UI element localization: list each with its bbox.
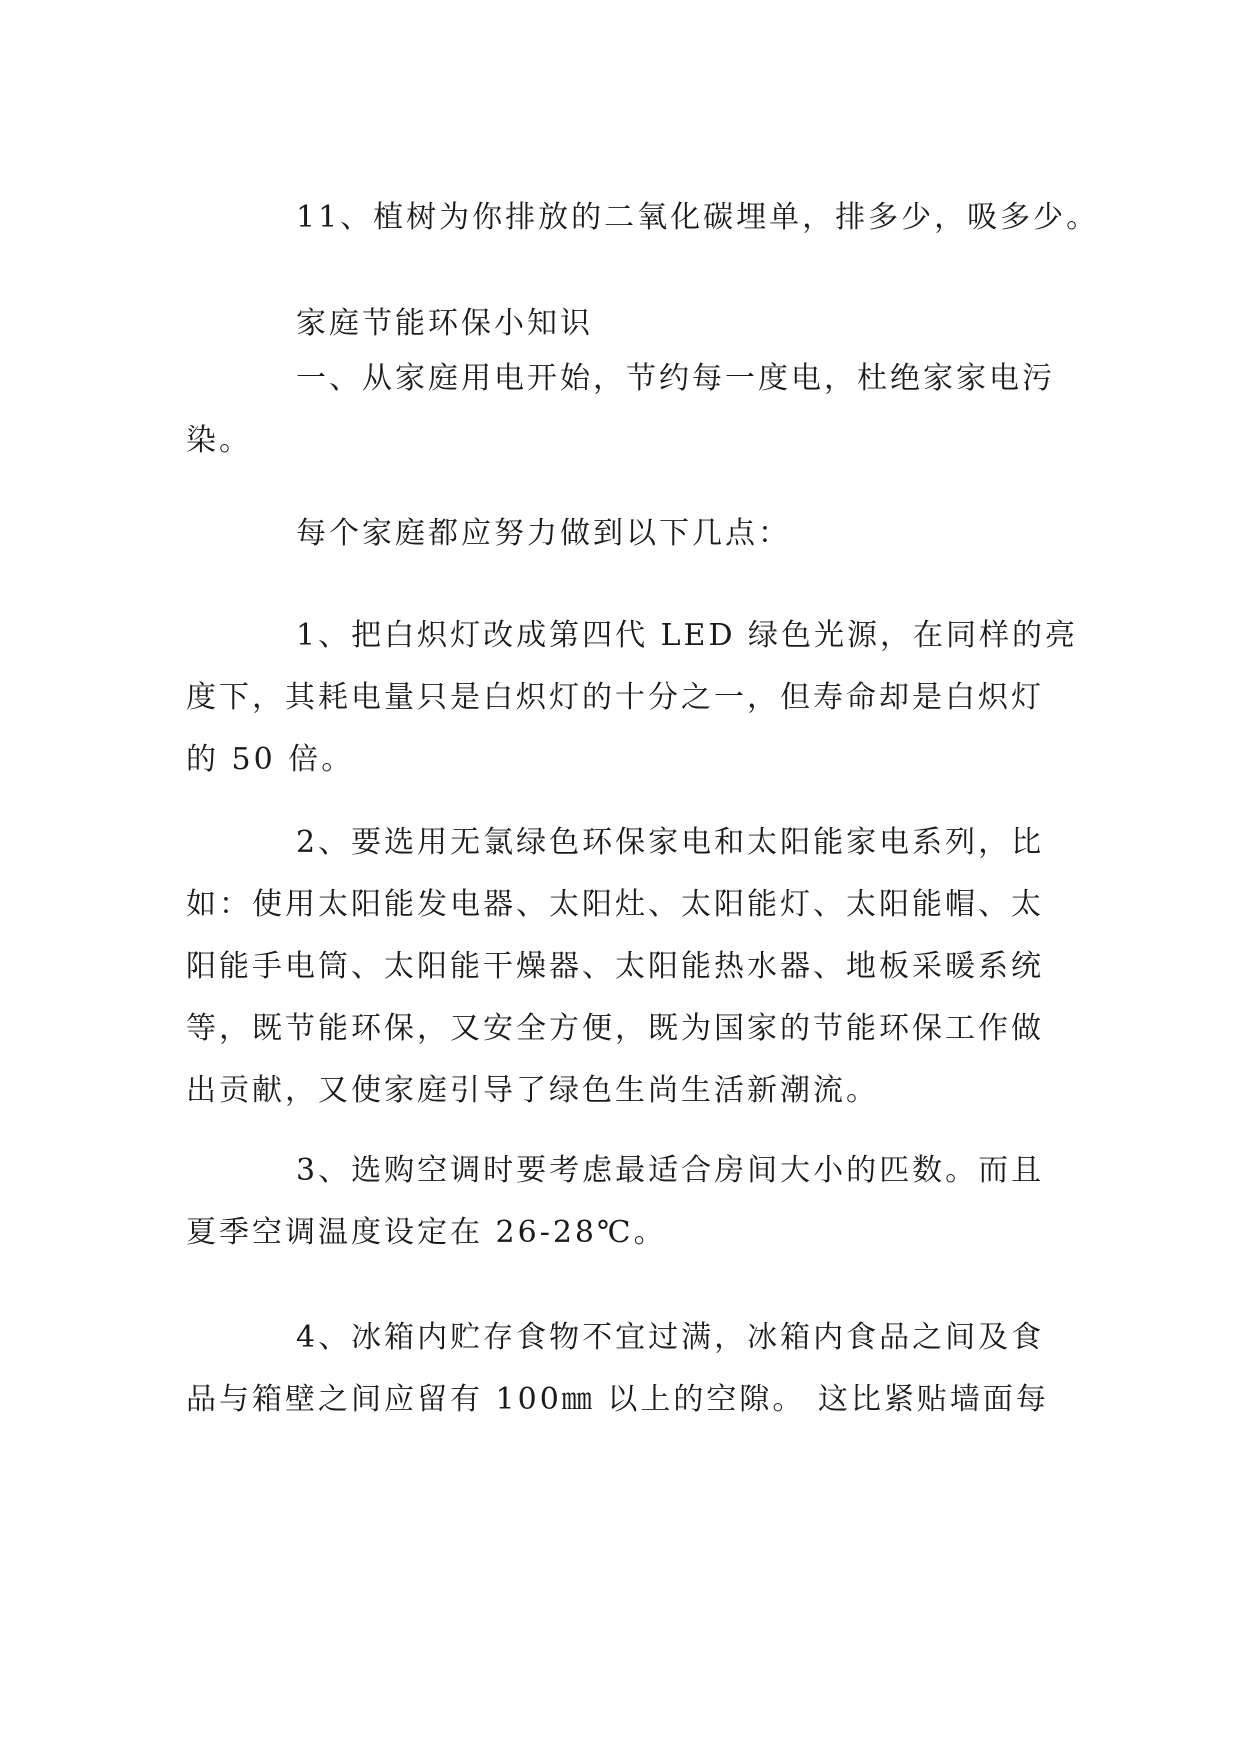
paragraph-point-4 — [186, 1307, 1066, 1431]
paragraph-item-11 — [186, 187, 1100, 249]
paragraph-point-1 — [186, 605, 1079, 791]
paragraph-line: 1、把白炽灯改成第四代 LED 绿色光源，在同样的亮 — [296, 618, 1079, 653]
section-heading — [186, 293, 1066, 355]
paragraph-line: 度下，其耗电量只是白炽灯的十分之一，但寿命却是白炽灯 — [186, 680, 1044, 715]
paragraph-line: 如：使用太阳能发电器、太阳灶、太阳能灯、太阳能帽、太 — [186, 887, 1044, 922]
paragraph-line: 3、选购空调时要考虑最适合房间大小的匹数。而且 — [296, 1153, 1045, 1188]
paragraph-line: 染。 — [186, 423, 252, 458]
paragraph-section-1 — [186, 348, 1066, 472]
paragraph-line: 4、冰箱内贮存食物不宜过满，冰箱内食品之间及食 — [296, 1320, 1045, 1355]
paragraph-intro — [186, 503, 1066, 565]
heading-line: 家庭节能环保小知识 — [296, 306, 593, 341]
paragraph-line: 每个家庭都应努力做到以下几点： — [296, 516, 791, 551]
paragraph-line: 2、要选用无氯绿色环保家电和太阳能家电系列，比 — [296, 825, 1045, 860]
paragraph-line: 品与箱壁之间应留有 100㎜ 以上的空隙。 这比紧贴墙面每 — [186, 1382, 1049, 1417]
paragraph-line: 出贡献，又使家庭引导了绿色生尚生活新潮流。 — [186, 1073, 879, 1108]
paragraph-line: 阳能手电筒、太阳能干燥器、太阳能热水器、地板采暖系统 — [186, 949, 1044, 984]
paragraph-line: 11、植树为你排放的二氧化碳埋单，排多少，吸多少。 — [296, 200, 1100, 235]
paragraph-line: 夏季空调温度设定在 26-28℃。 — [186, 1215, 667, 1250]
paragraph-point-3 — [186, 1140, 1066, 1264]
paragraph-line: 等，既节能环保，又安全方便，既为国家的节能环保工作做 — [186, 1011, 1044, 1046]
paragraph-line: 的 50 倍。 — [186, 742, 355, 777]
paragraph-point-2 — [186, 812, 1066, 1122]
paragraph-line: 一、从家庭用电开始，节约每一度电，杜绝家家电污 — [296, 361, 1055, 396]
